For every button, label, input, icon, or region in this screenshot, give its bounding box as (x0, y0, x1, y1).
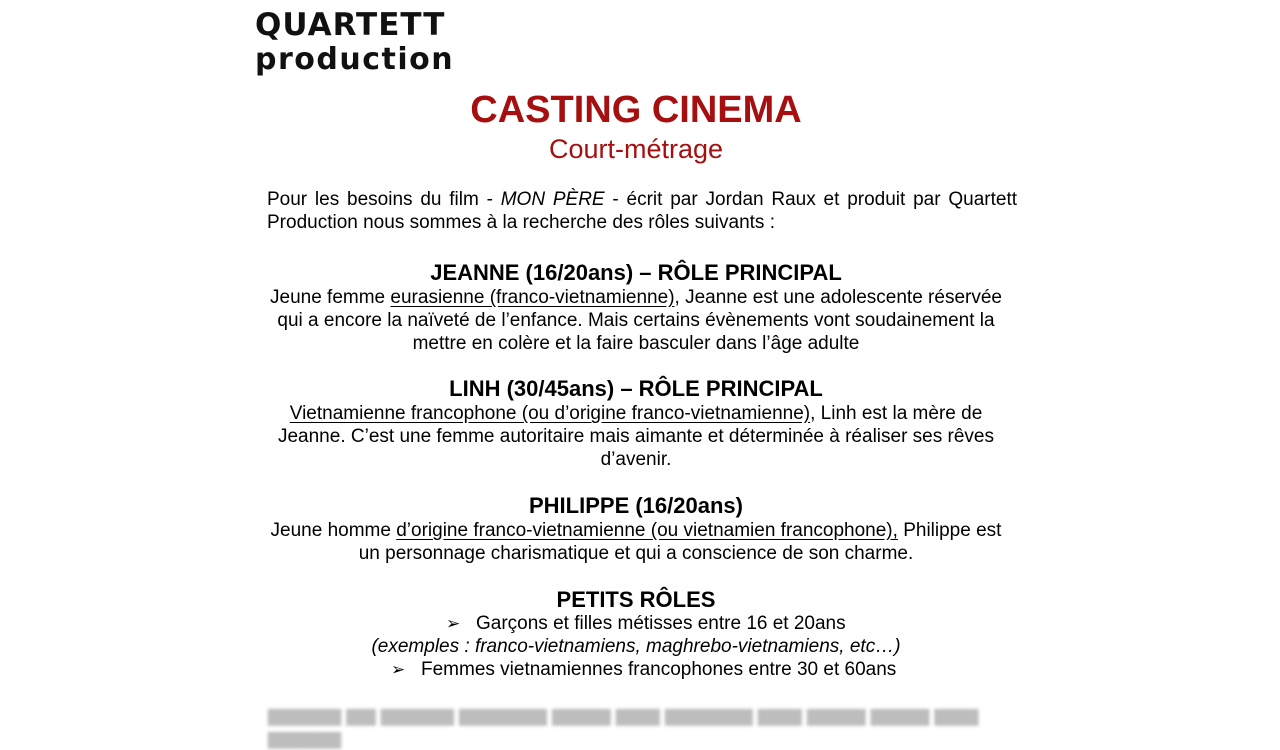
intro-before: Pour les besoins du film - (267, 189, 501, 210)
quartett-logo (255, 8, 455, 78)
cut-off-text-line (268, 704, 1008, 749)
role-desc-underlined: Vietnamienne francophone (ou d’origine franco-vietnamienne) (289, 403, 811, 424)
role-desc-underlined: d’origine franco-vietnamienne (ou vietnamien francophone), (396, 520, 898, 541)
film-title: MON PÈRE (500, 189, 605, 210)
role-desc-post: Philippe est un personnage charismatique et qui a conscience de son charme. (358, 520, 1002, 564)
role-desc-linh (266, 402, 1006, 471)
arrow-bullet-icon: ➢ (391, 660, 406, 679)
role-desc-post: , Jeanne est une adolescente réservée qui a encore la naïveté de l’enfance. Mais certains évènements vont soudainement la mettre en colère et la faire basculer dans l’âge adulte (277, 287, 1002, 354)
small-role-item-text: Femmes vietnamiennes francophones entre 30 et 60ans (421, 659, 897, 680)
role-desc-pre: Jeune homme (270, 520, 397, 541)
small-roles-title: PETITS RÔLES (556, 587, 716, 612)
small-roles-example: (exemples : franco-vietnamiens, maghrebo-vietnamiens, etc…) (371, 636, 901, 657)
page-title: CASTING CINEMA (470, 89, 802, 131)
page-subtitle: Court-métrage (548, 134, 724, 164)
small-role-item (446, 612, 846, 635)
role-title-linh: LINH (30/45ans) – RÔLE PRINCIPAL (449, 376, 823, 401)
role-title-jeanne: JEANNE (16/20ans) – RÔLE PRINCIPAL (430, 260, 842, 285)
role-desc-jeanne (266, 286, 1006, 355)
role-title-philippe: PHILIPPE (16/20ans) (529, 493, 743, 518)
intro-paragraph (267, 188, 1017, 234)
role-desc-philippe (266, 519, 1006, 565)
role-desc-underlined: eurasienne (franco-vietnamienne) (390, 287, 675, 308)
logo-wordmark-line1: QUARTETT (255, 7, 446, 43)
role-desc-post: , Linh est la mère de Jeanne. C’est une femme autoritaire mais aimante et déterminée à réaliser ses rêves d’avenir. (277, 403, 994, 470)
role-desc-pre: Jeune femme (270, 287, 391, 308)
logo-wordmark-line2: production (255, 42, 455, 77)
small-role-item-text: Garçons et filles métisses entre 16 et 20ans (476, 613, 846, 634)
intro-after: - écrit par Jordan Raux et produit par Quartett Production nous sommes à la recherche des rôles suivants : (267, 189, 1017, 233)
arrow-bullet-icon: ➢ (446, 614, 461, 633)
small-role-item (391, 658, 896, 681)
cut-off-text-blur: ▆▆▆▆▆ ▆▆ ▆▆▆▆▆ ▆▆▆▆▆▆ ▆▆▆▆ ▆▆▆ ▆▆▆▆▆▆ ▆▆▆ ▆▆▆▆ ▆▆▆▆ ▆▆▆ ▆▆▆▆▆ (268, 705, 979, 749)
